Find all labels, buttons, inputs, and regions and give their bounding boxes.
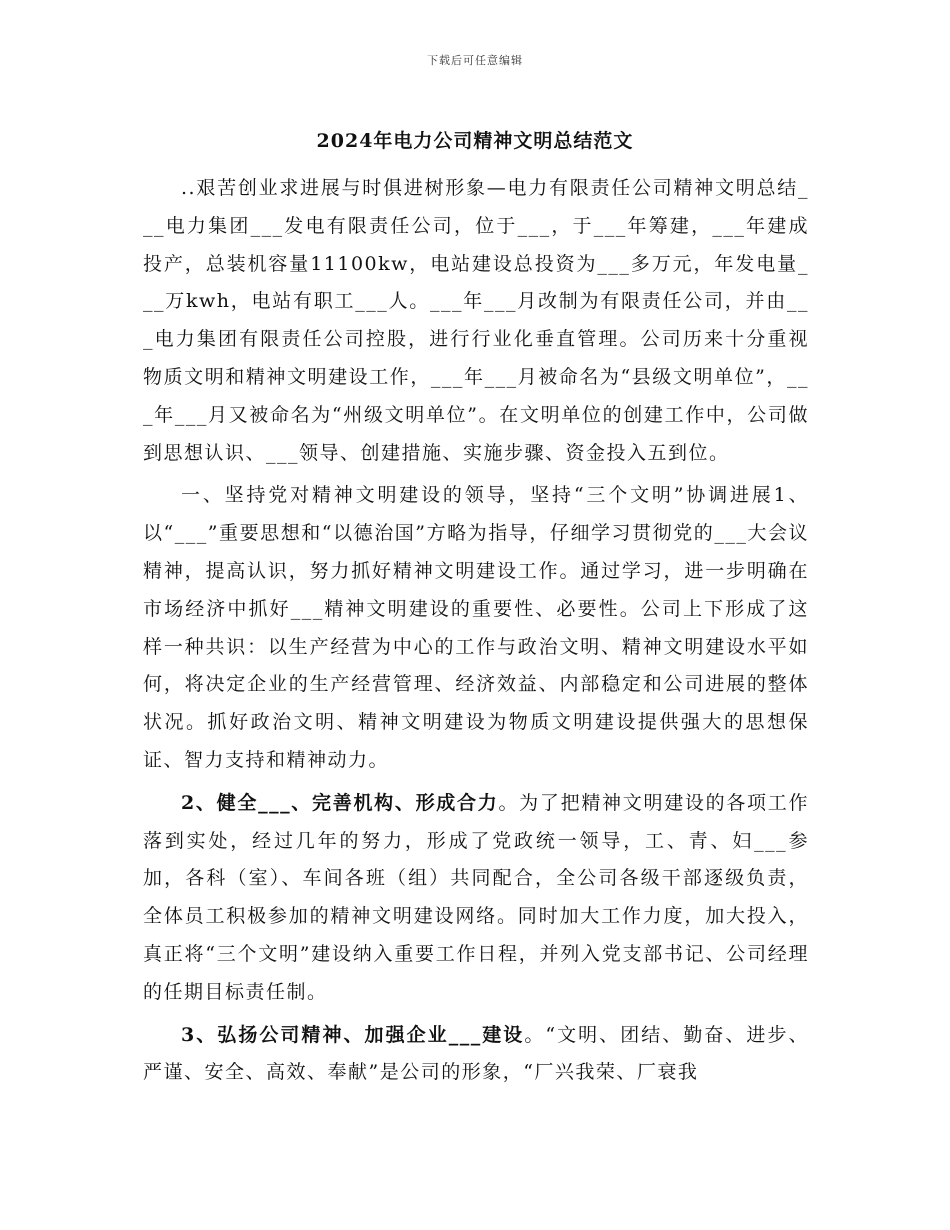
- paragraph-lead: 3、弘扬公司精神、加强企业___建设: [181, 1023, 525, 1046]
- paragraph-text: 。为了把精神文明建设的各项工作落到实处，经过几年的努力，形成了党政统一领导，工、青、妇___参加，各科（室）、车间各班（组）共同配合，全公司各级干部逐级负责，全体员工积极参加的精神文明建设网络。同时加大工作力度，加大投入，真正将“三个文明”建设纳入重要工作日程，并列入党支部书记、公司经理的任期目标责任制。: [143, 791, 809, 1003]
- document-body: [143, 170, 809, 1092]
- page-header-note: 下载后可任意编辑: [427, 54, 523, 67]
- paragraph-section-2: [143, 785, 809, 1012]
- paragraph-lead: 2、健全___、完善机构、形成合力: [181, 791, 499, 814]
- paragraph-intro: [143, 170, 809, 472]
- paragraph-section-3: [143, 1017, 809, 1093]
- paragraph-section-1: [143, 477, 809, 779]
- paragraph-text: 一、坚持党对精神文明建设的领导，坚持“三个文明”协调进展1、以“___”重要思想和“以德治国”方略为指导，仔细学习贯彻党的___大会议精神，提高认识，努力抓好精神文明建设工作。通过学习，进一步明确在市场经济中抓好___精神文明建设的重要性、必要性。公司上下形成了这样一种共识：以生产经营为中心的工作与政治文明、精神文明建设水平如何，将决定企业的生产经营管理、经济效益、内部稳定和公司进展的整体状况。抓好政治文明、精神文明建设为物质文明建设提供强大的思想保证、智力支持和精神动力。: [143, 484, 809, 771]
- document-title: 2024年电力公司精神文明总结范文: [316, 130, 634, 152]
- paragraph-text: 。“文明、团结、勤奋、进步、严谨、安全、高效、奉献”是公司的形象，“厂兴我荣、厂衰我: [143, 1023, 809, 1084]
- paragraph-text: ..艰苦创业求进展与时俱进树形象—电力有限责任公司精神文明总结___电力集团___发电有限责任公司，位于___，于___年筹建，___年建成投产，总装机容量11100kw，电站建设总投资为___多万元，年发电量___万kwh，电站有职工___人。___年___月改制为有限责任公司，并由___电力集团有限责任公司控股，进行行业化垂直管理。公司历来十分重视物质文明和精神文明建设工作，___年___月被命名为“县级文明单位”，___年___月又被命名为“州级文明单位”。在文明单位的创建工作中，公司做到思想认识、___领导、创建措施、实施步骤、资金投入五到位。: [143, 177, 809, 464]
